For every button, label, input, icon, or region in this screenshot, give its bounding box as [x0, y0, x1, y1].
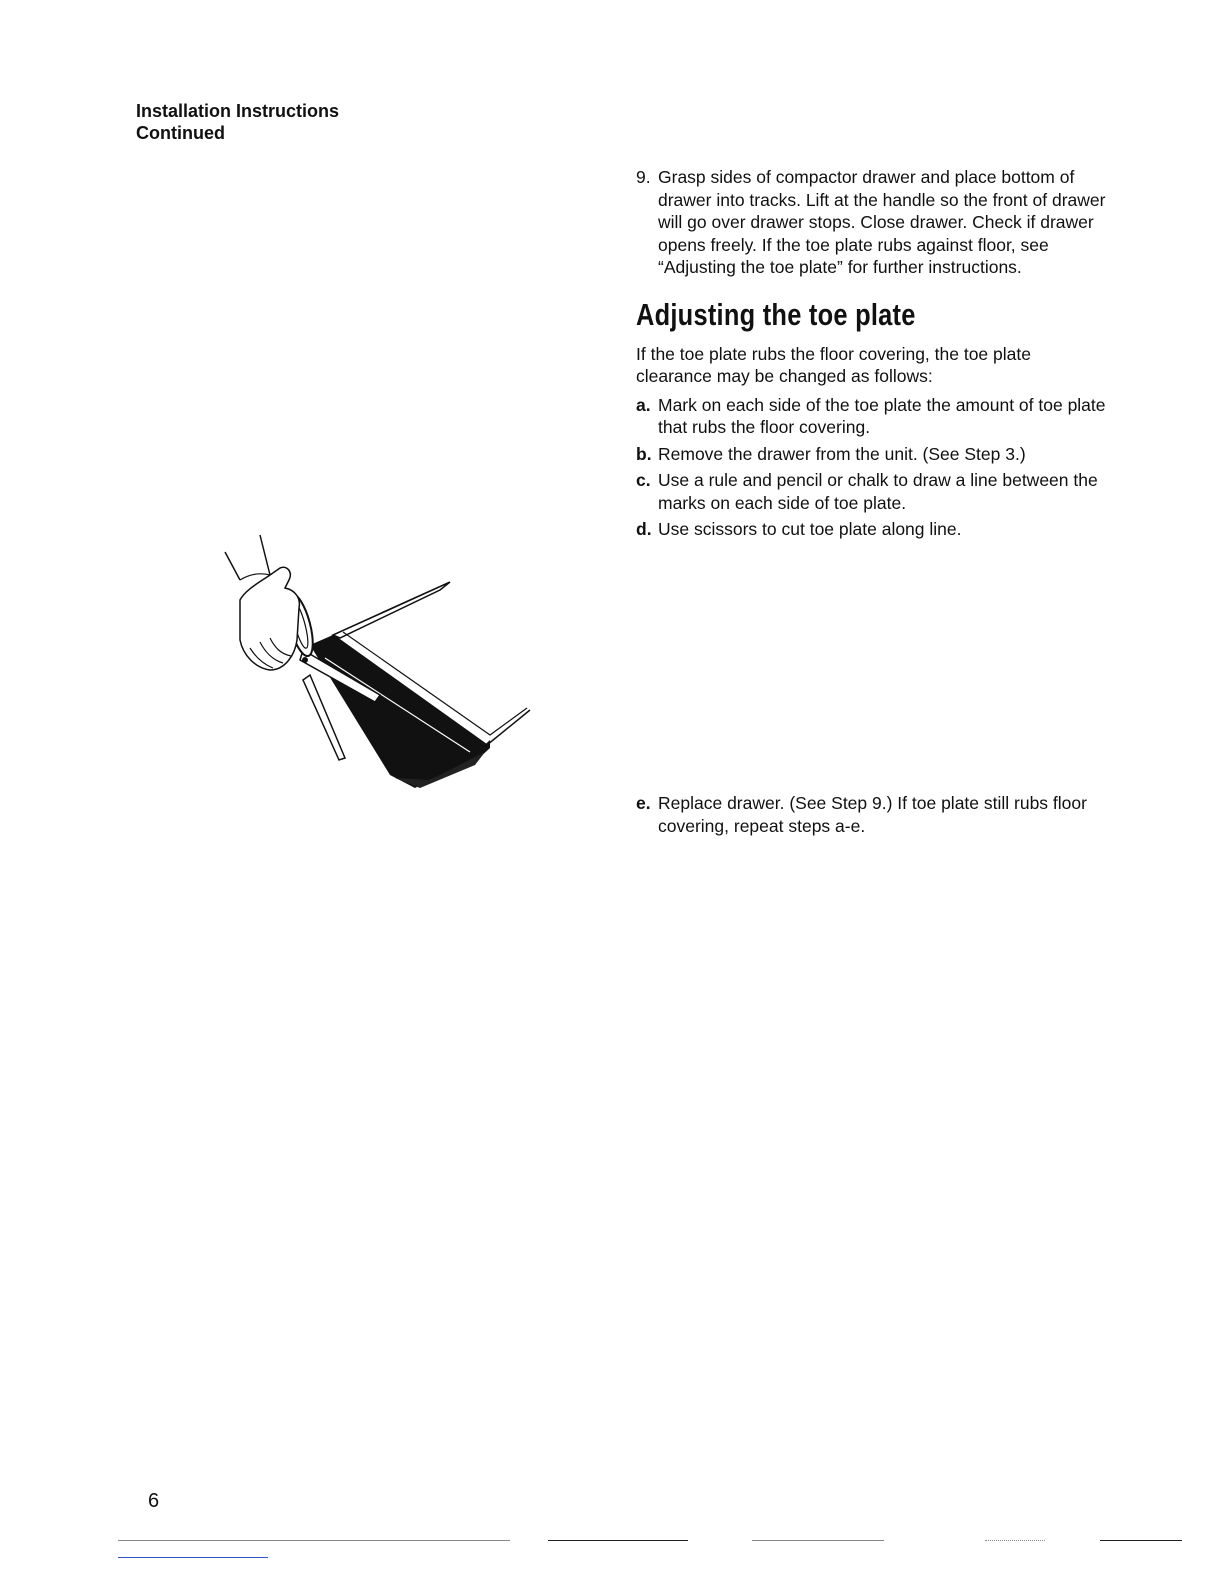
list-item-text: Mark on each side of the toe plate the amount of toe plate that rubs the floor covering.: [658, 394, 1106, 437]
list-item-label: a.: [636, 394, 651, 415]
footer-rule: [118, 1557, 268, 1558]
header-title: Installation Instructions: [136, 101, 340, 121]
step-9: [636, 166, 1106, 279]
footer-rule: [118, 1540, 510, 1541]
list-item-d: [636, 518, 1106, 541]
list-item-text: Remove the drawer from the unit. (See Step 3.): [658, 443, 1026, 464]
section-title: Adjusting the toe plate: [636, 296, 916, 332]
list-item-b: [636, 443, 1106, 466]
footer-rule: [752, 1540, 884, 1541]
list-item-text: Use scissors to cut toe plate along line.: [658, 519, 962, 539]
list-item-a: [636, 394, 1106, 439]
list-item-label: e.: [636, 793, 651, 813]
section-intro: If the toe plate rubs the floor covering, the toe plate clearance may be changed as follows:: [636, 343, 1031, 386]
hand-scissors-cutting-toe-plate-illustration: [215, 530, 545, 805]
step-9-text: Grasp sides of compactor drawer and place bottom of drawer into tracks. Lift at the handle so the front of drawer will go over drawer stops. Close drawer. Check if drawer opens freely. If the toe plate rubs against floor, see “Adjusting the toe plate” for further instructions.: [658, 167, 1106, 277]
instructions-column: [636, 166, 1106, 545]
list-item-label: d.: [636, 519, 652, 539]
list-item-label: c.: [636, 470, 651, 490]
list-item-e: [636, 792, 1106, 837]
list-item-text: Replace drawer. (See Step 9.) If toe plate still rubs floor covering, repeat steps a-e.: [658, 793, 1087, 836]
page-header: [136, 100, 339, 144]
list-item-label: b.: [636, 443, 652, 464]
step-9-number: 9.: [636, 167, 651, 187]
footer-rule: [548, 1540, 688, 1541]
header-subtitle: Continued: [136, 123, 225, 143]
list-item-c: [636, 469, 1106, 514]
footer-rule: [1100, 1540, 1182, 1541]
footer-rule: [985, 1540, 1045, 1541]
list-item-text: Use a rule and pencil or chalk to draw a line between the marks on each side of toe plate.: [658, 470, 1098, 513]
page-number: 6: [148, 1490, 160, 1512]
